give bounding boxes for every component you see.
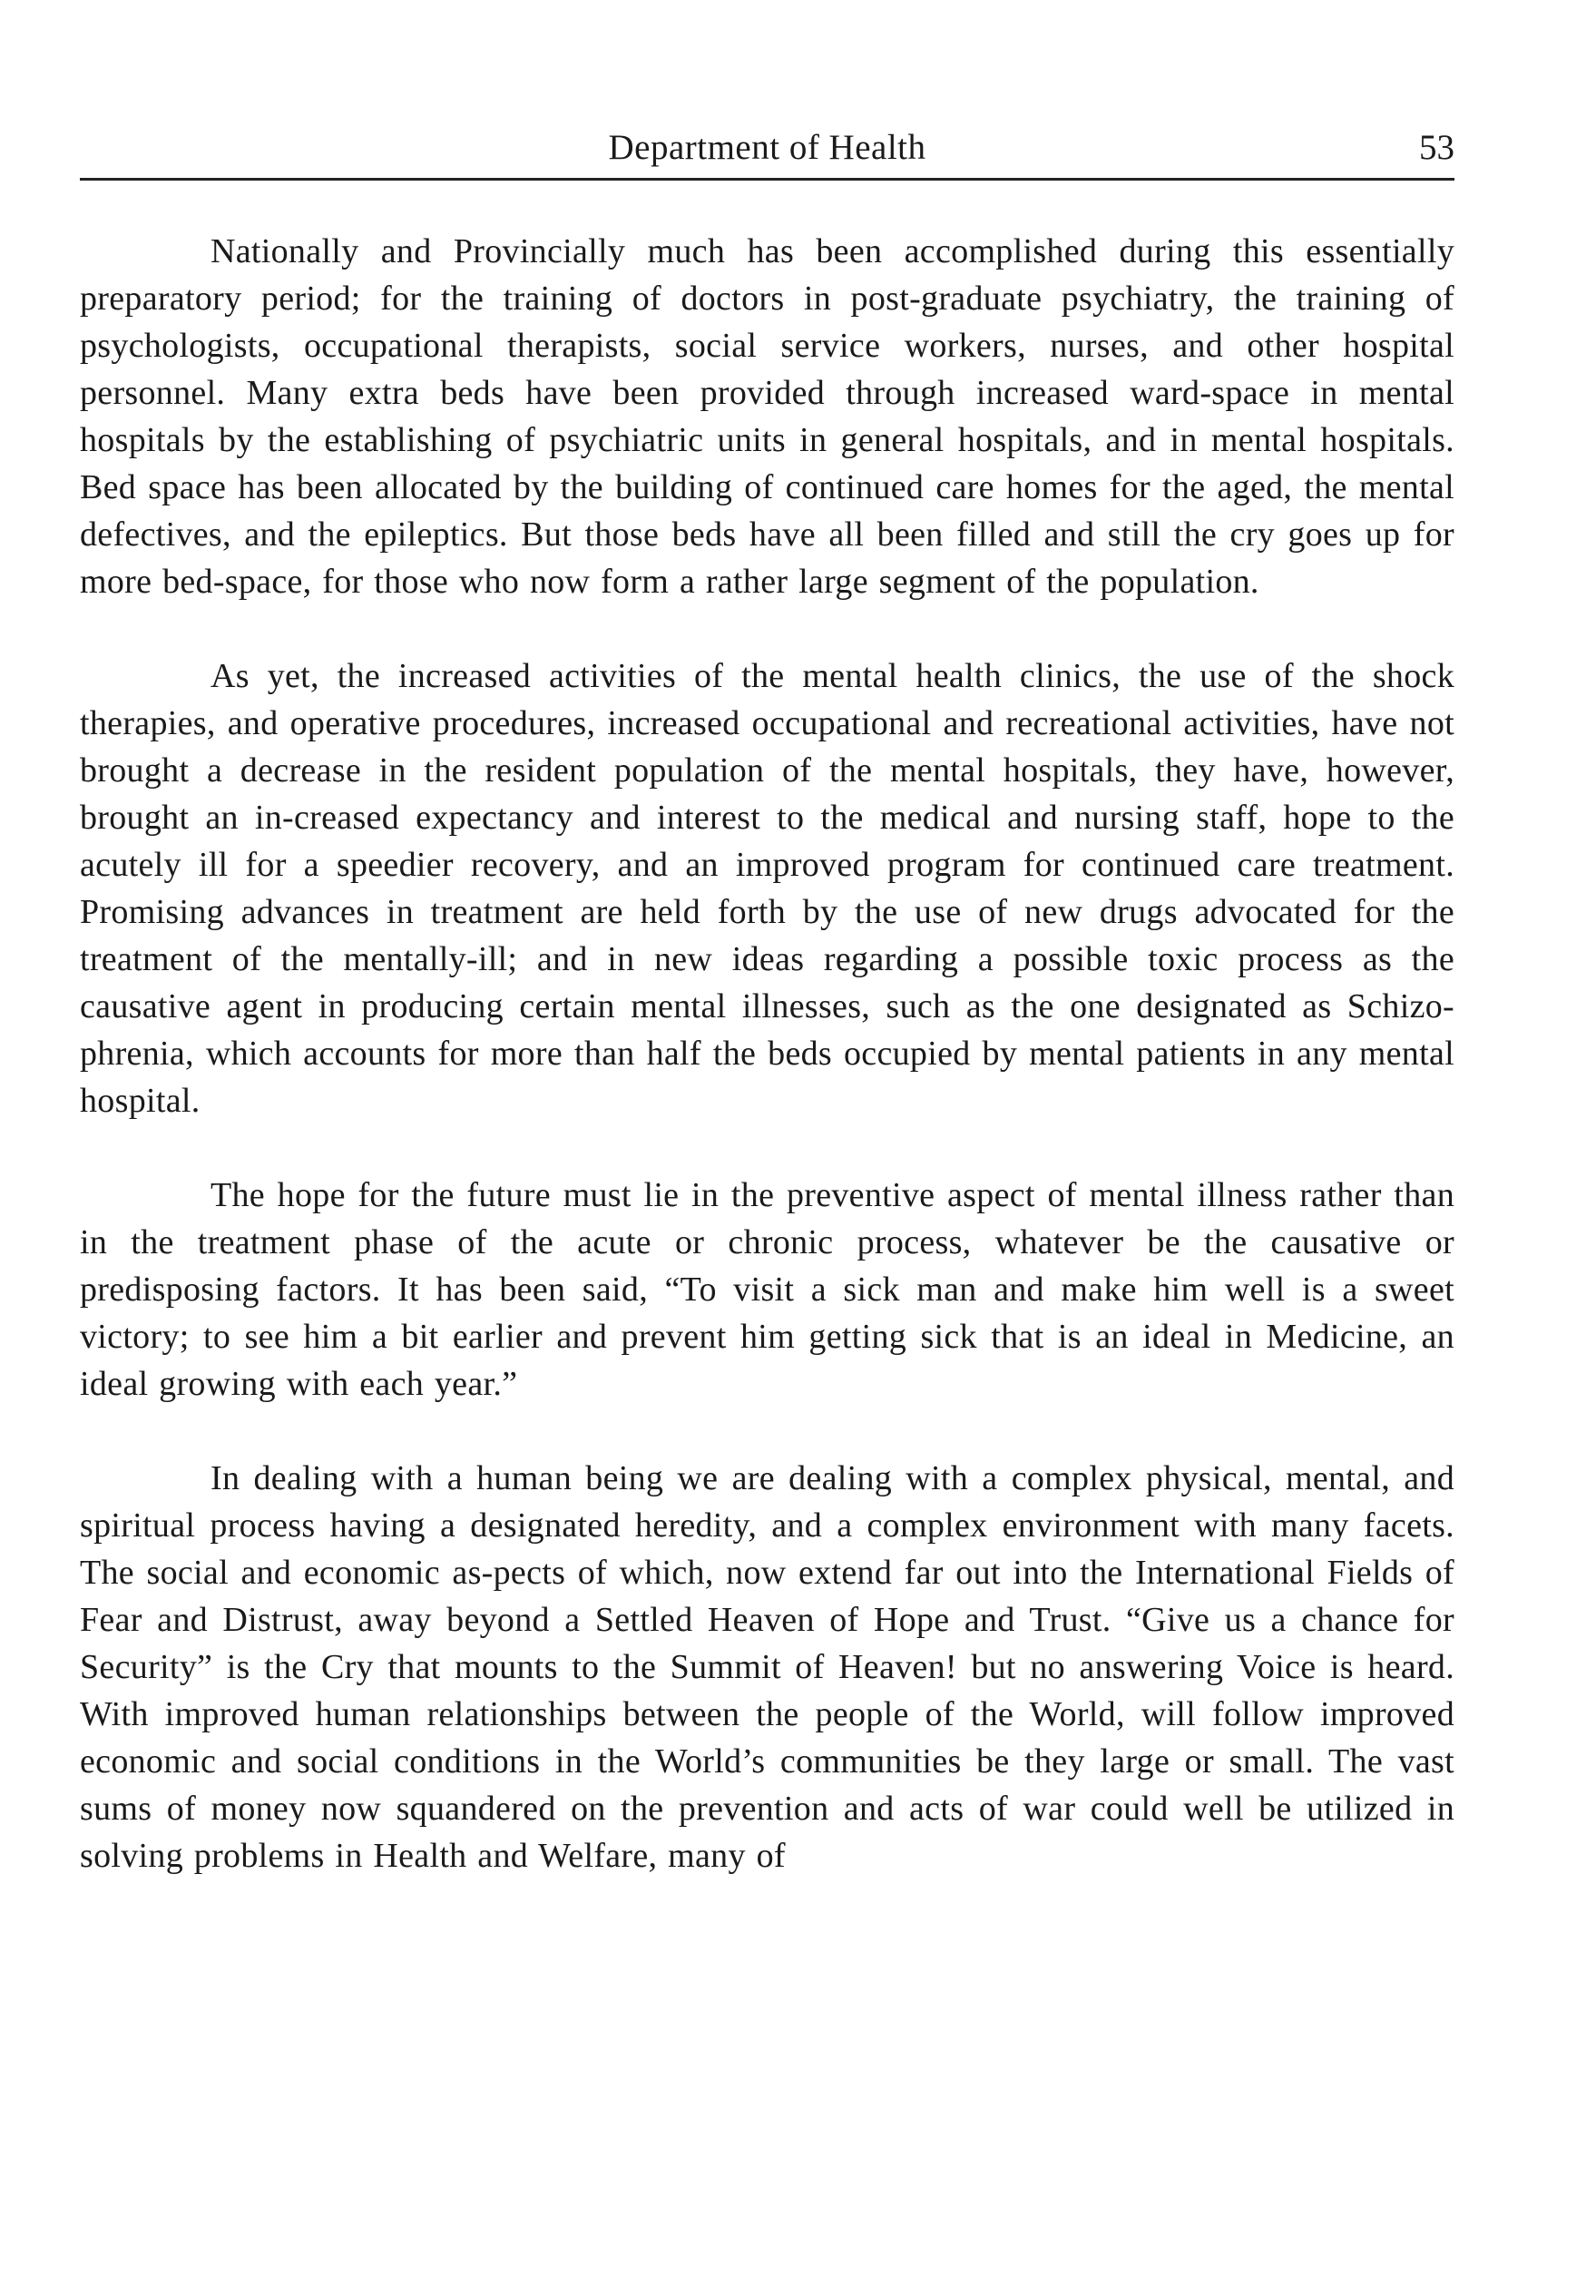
body-text (80, 228, 1454, 1879)
paragraph-1: Nationally and Provincially much has been accomplished during this essentially preparatory period; for the training of doctors in post-graduate psychiatry, the training of psychologists, occupational therapists, social service workers, nurses, and other hospital personnel. Many extra beds have been provided through increased ward-space in mental hospitals by the establishing of psychiatric units in general hospitals, and in mental hospitals. Bed space has been allocated by the building of continued care homes for the aged, the mental defectives, and the epileptics. But those beds have all been filled and still the cry goes up for more bed-space, for those who now form a rather large segment of the population. (80, 232, 1454, 601)
page-number: 53 (1419, 128, 1454, 167)
paragraph-4: In dealing with a human being we are dealing with a complex physical, mental, and spiritual process having a designated heredity, and a complex environment with many facets. The social and economic as-pects of which, now extend far out into the International Fields of Fear and Distrust, away beyond a Settled Heaven of Hope and Trust. “Give us a chance for Security” is the Cry that mounts to the Summit of Heaven! but no answering Voice is heard. With improved human relationships between the people of the World, will follow improved economic and social conditions in the World’s communities be they large or small. The vast sums of money now squandered on the prevention and acts of war could well be utilized in solving problems in Health and Welfare, many of (80, 1459, 1454, 1875)
document-page (80, 0, 1454, 2296)
running-header (80, 123, 1454, 181)
paragraph-3: The hope for the future must lie in the preventive aspect of mental illness rather than in the treatment phase of the acute or chronic process, whatever be the causative or predisposing factors. It has been said, “To visit a sick man and make him well is a sweet victory; to see him a bit earlier and prevent him getting sick that is an ideal in Medicine, an ideal growing with each year.” (80, 1176, 1454, 1403)
paragraph-2: As yet, the increased activities of the mental health clinics, the use of the shock therapies, and operative procedures, increased occupational and recreational activities, have not brought a decrease in the resident population of the mental hospitals, they have, however, brought an in-creased expectancy and interest to the medical and nursing staff, hope to the acutely ill for a speedier recovery, and an improved program for continued care treatment. Promising advances in treatment are held forth by the use of new drugs advocated for the treatment of the mentally-ill; and in new ideas regarding a possible toxic process as the causative agent in producing certain mental illnesses, such as the one designated as Schizo-phrenia, which accounts for more than half the beds occupied by mental patients in any mental hospital. (80, 657, 1454, 1120)
header-title: Department of Health (608, 128, 926, 167)
